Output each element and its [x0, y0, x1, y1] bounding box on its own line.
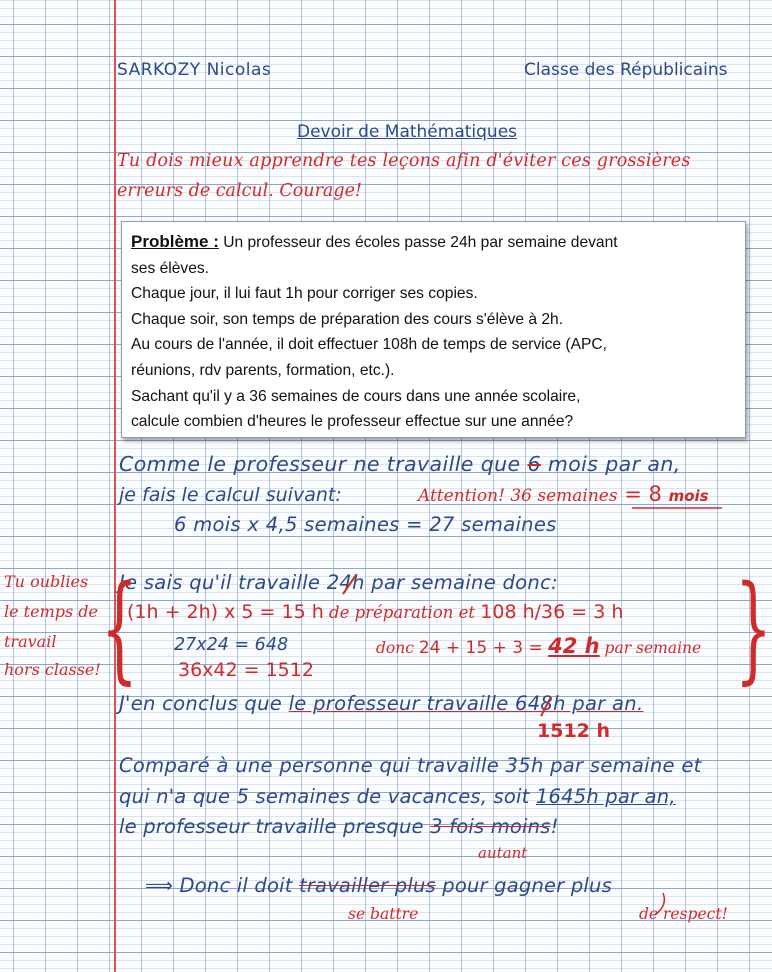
- correction-preparation: (1h + 2h) x 5 = 15 h de préparation et 108 h/36 = 3 h: [127, 601, 624, 623]
- red-margin-line: [114, 0, 116, 972]
- problem-line-2: ses élèves.: [131, 259, 210, 277]
- class-name: Classe des Républicains: [524, 60, 728, 80]
- problem-line-3: Chaque jour, il lui faut 1h pour corriger ses copies.: [131, 285, 478, 303]
- margin-note-line-3: travail: [4, 632, 57, 651]
- problem-line-4: Chaque soir, son temps de préparation des cours s'élève à 2h.: [131, 310, 564, 328]
- crossed-number: 6: [527, 452, 541, 476]
- margin-note-line-1: Tu oublies: [4, 572, 89, 591]
- right-brace: }: [735, 560, 772, 696]
- left-brace: {: [101, 560, 138, 696]
- problem-line-8: calcule combien d'heures le professeur effectue sur une année?: [131, 413, 574, 431]
- answer-line-2: je fais le calcul suivant:: [119, 484, 342, 506]
- answer-line-9: le professeur travaille presque 3 fois moins!: [119, 815, 559, 838]
- attention-correction: Attention! 36 semaines = 8 mois: [418, 482, 709, 506]
- answer-line-1: Comme le professeur ne travaille que 6 mois par an,: [119, 452, 681, 476]
- answer-line-10: ⟹ Donc il doit travailler plus pour gagner plus: [145, 874, 612, 897]
- answer-line-7: Comparé à une personne qui travaille 35h par semaine et: [119, 754, 702, 777]
- answer-line-3: 6 mois x 4,5 semaines = 27 semaines: [174, 513, 557, 536]
- double-arrow-icon: ⟹: [145, 874, 174, 897]
- assignment-title: Devoir de Mathématiques: [297, 122, 518, 142]
- student-name: SARKOZY Nicolas: [117, 60, 272, 80]
- teacher-comment-line-2: erreurs de calcul. Courage!: [117, 181, 362, 201]
- problem-label: Problème :: [131, 232, 219, 251]
- answer-line-5: 27x24 = 648: [174, 635, 289, 655]
- answer-line-4: Je sais qu'il travaille 24h par semaine donc:: [119, 571, 558, 594]
- correction-weekly-total: donc 24 + 15 + 3 = 42 h par semaine: [376, 634, 702, 658]
- problem-line-1: Problème : Un professeur des écoles passe 24h par semaine devant: [131, 232, 618, 251]
- correction-annual-total: 1512 h: [537, 720, 611, 742]
- problem-statement-box: [121, 221, 746, 438]
- margin-note-line-2: le temps de: [4, 602, 98, 621]
- teacher-comment-line-1: Tu dois mieux apprendre tes leçons afin d'éviter ces grossières: [117, 151, 691, 171]
- margin-note-line-4: hors classe!: [4, 660, 101, 679]
- correction-se-battre: se battre: [348, 905, 419, 923]
- problem-line-7: Sachant qu'il y a 36 semaines de cours dans une année scolaire,: [131, 387, 581, 405]
- answer-line-8: qui n'a que 5 semaines de vacances, soit 1645h par an,: [119, 785, 676, 808]
- correction-autant: autant: [478, 844, 528, 862]
- problem-line-5: Au cours de l'année, il doit effectuer 108h de temps de service (APC,: [131, 336, 607, 354]
- correction-multiplication: 36x42 = 1512: [178, 659, 314, 681]
- correction-de-respect: de respect!: [639, 905, 728, 923]
- problem-line-6: réunions, rdv parents, formation, etc.).: [131, 361, 395, 379]
- answer-line-6: J'en conclus que le professeur travaille 648h par an.: [119, 692, 644, 715]
